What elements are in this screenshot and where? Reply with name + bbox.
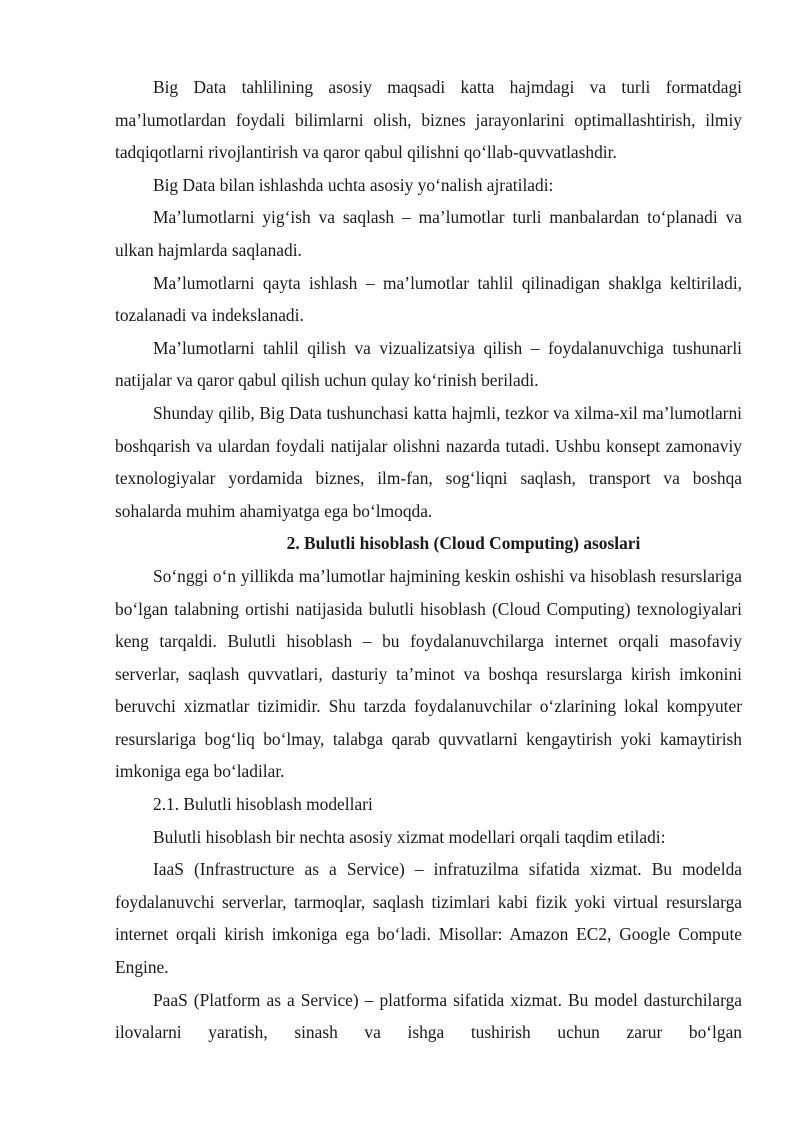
paragraph-collect-store: Ma’lumotlarni yig‘ish va saqlash – ma’lumotlar turli manbalardan to‘planadi va ulkan hajmlarda saqlanadi. — [115, 207, 742, 260]
section-heading: 2. Bulutli hisoblash (Cloud Computing) asoslari — [286, 533, 641, 554]
paragraph-cloud-intro: So‘nggi o‘n yillikda ma’lumotlar hajmining keskin oshishi va hisoblash resurslariga bo‘lgan talabning ortishi natijasida bulutli hisoblash (Cloud Computing) texnologiyalari keng tarqaldi. Bulutli hisoblash – bu foydalanuvchilarga internet orqali masofaviy serverlar, saqlash quvvatlari, dasturiy ta’minot va boshqa resurslarga kirish imkonini beruvchi xizmatlar tizimidir. Shu tarzda foydalanuvchilar o‘zlarining lokal kompyuter resurslariga bog‘liq bo‘lmay, talabga qarab quvvatlarni kengaytirish yoki kamaytirish imkoniga ega bo‘ladilar. — [115, 565, 742, 782]
paragraph-service-models-intro: Bulutli hisoblash bir nechta asosiy xizmat modellari orqali taqdim etiladi: — [153, 826, 666, 847]
paragraph-three-directions-intro: Big Data bilan ishlashda uchta asosiy yo‘nalish ajratiladi: — [153, 174, 554, 195]
paragraph-big-data-summary: Shunday qilib, Big Data tushunchasi katta hajmli, tezkor va xilma-xil ma’lumotlarni boshqarish va ulardan foydali natijalar olishni nazarda tutadi. Ushbu konsept zamonaviy texnologiyalar yordamida biznes, ilm-fan, sog‘liqni saqlash, transport va boshqa sohalarda muhim ahamiyatga ega bo‘lmoqda. — [115, 402, 742, 521]
paragraph-analysis-visualization: Ma’lumotlarni tahlil qilish va vizualizatsiya qilish – foydalanuvchiga tushunarli natijalar va qaror qabul qilish uchun qulay ko‘rinish beriladi. — [115, 337, 742, 391]
document-body — [115, 71, 742, 1049]
subsection-heading: 2.1. Bulutli hisoblash modellari — [153, 794, 373, 815]
paragraph-processing: Ma’lumotlarni qayta ishlash – ma’lumotlar tahlil qilinadigan shaklga keltiriladi, tozalanadi va indekslanadi. — [115, 272, 742, 326]
paragraph-paas: PaaS (Platform as a Service) – platforma sifatida xizmat. Bu model dasturchilarga ilovalarni yaratish, sinash va ishga tushirish uchun zarur bo‘lgan — [115, 989, 742, 1043]
paragraph-big-data-goal: Big Data tahlilining asosiy maqsadi katta hajmdagi va turli formatdagi ma’lumotlardan foydali bilimlarni olish, biznes jarayonlarini optimallashtirish, ilmiy tadqiqotlarni rivojlantirish va qaror qabul qilishni qo‘llab-quvvatlashdir. — [115, 77, 742, 163]
paragraph-iaas: IaaS (Infrastructure as a Service) – infratuzilma sifatida xizmat. Bu modelda foydalanuvchi serverlar, tarmoqlar, saqlash tizimlari kabi fizik yoki virtual resurslarga internet orqali kirish imkoniga ega bo‘ladi. Misollar: Amazon EC2, Google Compute Engine. — [115, 859, 742, 978]
